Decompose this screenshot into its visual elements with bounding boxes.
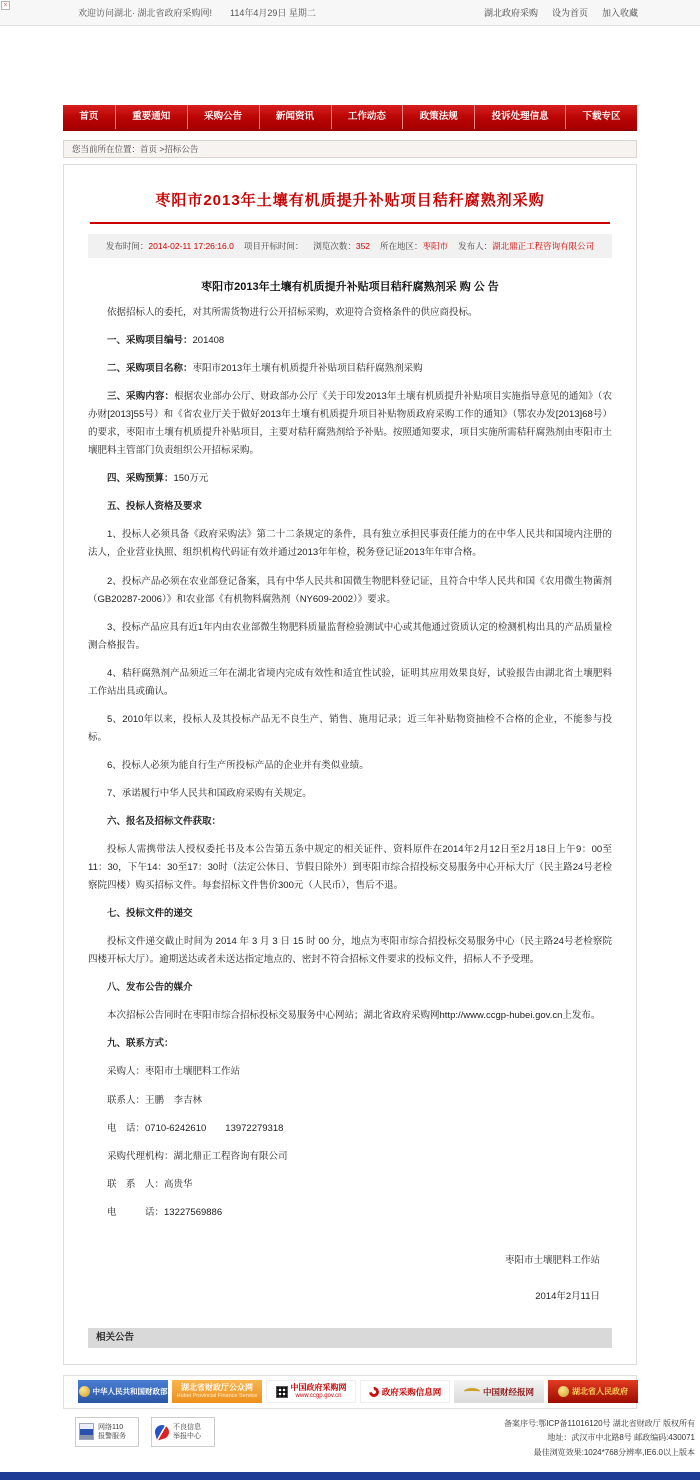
meta-label: 项目开标时间： (243, 241, 304, 251)
banner-hbgov-label: 湖北省人民政府 (572, 1387, 628, 1397)
meta-label: 发布时间： (105, 241, 149, 251)
meta-value: 2014-02-11 17:26:16.0 (148, 241, 234, 251)
topbar-link[interactable]: 加入收藏 (601, 8, 638, 18)
nav-item[interactable]: 重要通知 (115, 105, 187, 129)
meta-label: 发布人： (458, 241, 493, 251)
paragraph-text: 电 话：0710-6242610 13972279318 (107, 1122, 284, 1134)
footer-banner-strip (63, 1375, 637, 1409)
meta-label: 浏览次数： (313, 241, 356, 251)
paragraph (88, 785, 612, 803)
banner-hbfin-label: 湖北省财政厅公众网 (181, 1383, 253, 1393)
footer-badges (75, 1417, 215, 1460)
report-center-icon (153, 1423, 170, 1440)
banner-cginfo-label: 政府采购信息网 (381, 1386, 442, 1397)
banner-ccgp-label: 中国政府采购网 (290, 1383, 347, 1393)
paragraph (88, 905, 612, 923)
paragraph-label: 二、采购项目名称： (107, 363, 193, 375)
paragraph-text: 5、2010年以来，投标人及其投标产品无不良生产、销售、施用记录；近三年补贴物资抽检不合格的企业，不能参与投标。 (88, 713, 612, 743)
paragraph (88, 1092, 612, 1110)
swirl-logo-icon (367, 1385, 381, 1399)
banner-ccgp[interactable] (266, 1380, 356, 1403)
nav-item[interactable]: 采购公告 (187, 105, 259, 129)
paragraph-text: 本次招标公告同时在枣阳市综合招标投标交易服务中心网站；湖北省政府采购网http://www.ccgp-hubei.gov.cn上发布。 (107, 1010, 601, 1022)
meta-value: 枣阳市 (422, 241, 449, 251)
icp-line: 备案序号:鄂ICP备11016120号 湖北省财政厅 版权所有 (503, 1418, 695, 1428)
page-footer (0, 1409, 700, 1460)
paragraph-label: 五、投标人资格及要求 (107, 501, 203, 513)
paragraph (88, 813, 612, 831)
badge-110-line2: 报警服务 (98, 1432, 126, 1440)
breadcrumb-current-link[interactable]: 招标公告 (164, 144, 199, 154)
main-nav (63, 105, 637, 131)
national-emblem-icon (558, 1386, 569, 1397)
paragraph (88, 332, 612, 350)
paragraph-label: 六、报名及招标文件获取： (107, 815, 222, 827)
paragraph (88, 979, 612, 997)
paragraph-label: 八、发布公告的媒介 (107, 982, 193, 994)
signature-org: 枣阳市土壤肥料工作站 (504, 1254, 600, 1266)
gold-arc-icon (464, 1388, 480, 1395)
paragraph-text: 6、投标人必须为能自行生产所投标产品的企业并有类似业绩。 (107, 759, 369, 771)
browser-line: 最佳浏览效果:1024*768分辨率,IE6.0以上版本 (533, 1447, 695, 1457)
meta-bar (88, 234, 612, 258)
paragraph (88, 1007, 612, 1025)
paragraph (88, 360, 612, 378)
banner-hubei-gov[interactable] (548, 1380, 638, 1403)
paragraph-text: 201408 (192, 335, 225, 347)
paragraph (88, 1035, 612, 1053)
nav-item[interactable]: 投诉处理信息 (474, 105, 565, 129)
paragraph-text: 枣阳市2013年土壤有机质提升补贴项目秸秆腐熟剂采购 (192, 363, 423, 375)
article-body (88, 332, 612, 1222)
badge-cyber-police[interactable] (75, 1417, 139, 1447)
related-announcements-bar: 相关公告 (88, 1328, 612, 1348)
meta-item (380, 241, 448, 251)
signature-date: 2014年2月11日 (535, 1290, 600, 1302)
paragraph-text: 联系人：王鹏 李吉林 (107, 1094, 203, 1106)
meta-item (106, 241, 234, 251)
paragraph (88, 526, 612, 562)
copyright-block (504, 1417, 695, 1460)
topbar-left (78, 6, 316, 19)
breadcrumb-home-link[interactable]: 首页 (140, 144, 158, 154)
paragraph-text: 采购人：枣阳市土壤肥料工作站 (107, 1066, 241, 1078)
paragraph (88, 1148, 612, 1166)
paragraph-text: 3、投标产品应具有近1年内由农业部微生物肥料质量监督检验测试中心或其他通过资质认定的检测机构出具的产品质量检测合格报告。 (88, 621, 612, 651)
broken-image-icon (1, 1, 10, 10)
paragraph-text: 7、承诺履行中华人民共和国政府采购有关规定。 (107, 787, 312, 799)
paragraph-label: 三、采购内容： (107, 391, 175, 403)
banner-hubei-finance[interactable] (172, 1380, 262, 1403)
banner-china-finance-news[interactable] (454, 1380, 544, 1403)
meta-item (458, 241, 594, 251)
banner-caigou-info[interactable] (360, 1380, 450, 1403)
badge-report-line2: 举报中心 (173, 1432, 201, 1440)
nav-item[interactable]: 政策法规 (402, 105, 474, 129)
banner-mof-label: 中华人民共和国财政部 (92, 1386, 168, 1396)
paragraph (88, 665, 612, 701)
bottom-bar (0, 1472, 700, 1480)
badge-report-center[interactable] (151, 1417, 215, 1447)
meta-label: 所在地区： (380, 241, 423, 251)
paragraph (88, 1176, 612, 1194)
title-divider (90, 222, 610, 224)
notice-heading: 枣阳市2013年土壤有机质提升补贴项目秸秆腐熟剂采 购 公 告 (201, 281, 499, 293)
paragraph-label: 七、投标文件的递交 (107, 908, 193, 920)
paragraph (88, 711, 612, 747)
paragraph-label: 一、采购项目编号： (107, 335, 193, 347)
paragraph-text: 根据农业部办公厅、财政部办公厅《关于印发2013年土壤有机质提升补贴项目实施指导意见的通知》（农办财[2013]55号）和《省农业厅关于做好2013年土壤有机质提升项目补贴物质政府采购工作的通知》（鄂农办发[2013]68号）的要求，枣阳市土壤有机质提升补贴项目，主要对秸秆腐熟剂给予补贴。按照通知要求，项目实施所需秸秆腐熟剂由枣阳市土壤肥料主管部门负责组织公开招标采购。 (88, 391, 612, 457)
paragraph-text: 联 系 人：高贵华 (107, 1178, 193, 1190)
paragraph (88, 1204, 612, 1222)
paragraph (88, 1120, 612, 1138)
paragraph-text: 投标人需携带法人授权委托书及本公告第五条中规定的相关证件、资料原件在2014年2月12日至2月18日上午9：00至11：30，下午14：30至17：30时（法定公休日、节假日除外）到枣阳市综合招投标交易服务中心开标大厅（民主路24号老检察院四楼）购买招标文件。每套招标文件售价300元（人民币），售后不退。 (88, 844, 612, 892)
paragraph (88, 1063, 612, 1081)
breadcrumb-label: 您当前所在位置： (72, 144, 141, 154)
meta-value: 湖北鼎正工程咨询有限公司 (492, 241, 595, 251)
paragraph (88, 388, 612, 460)
intro-paragraph: 依据招标人的委托，对其所需货物进行公开招标采购，欢迎符合资格条件的供应商投标。 (107, 307, 478, 318)
paragraph-text: 4、秸秆腐熟剂产品须近三年在湖北省境内完成有效性和适宜性试验，证明其应用效果良好，试验报告由湖北省土壤肥料工作站出具或确认。 (88, 667, 612, 697)
site-banner-placeholder (0, 26, 700, 105)
meta-item (244, 241, 304, 251)
paragraph (88, 498, 612, 516)
nav-item[interactable]: 工作动态 (331, 105, 403, 129)
meta-item (313, 241, 370, 251)
breadcrumb (63, 140, 637, 158)
topbar (0, 0, 700, 26)
paragraph (88, 573, 612, 609)
police-110-icon (79, 1423, 94, 1440)
banner-mof[interactable] (78, 1380, 168, 1403)
topbar-link[interactable]: 设为首页 (551, 8, 588, 18)
signature-block (88, 1252, 600, 1302)
paragraph-text: 1、投标人必须具备《政府采购法》第二十二条规定的条件，具有独立承担民事责任能力的在中华人民共和国境内注册的法人，企业营业执照、组织机构代码证有效并通过2013年年检，税务登记证2013年年审合格。 (88, 529, 612, 559)
paragraph (88, 841, 612, 895)
paragraph-label: 四、采购预算： (107, 473, 174, 485)
page-title: 枣阳市2013年土壤有机质提升补贴项目秸秆腐熟剂采购 (155, 192, 545, 209)
breadcrumb-separator: > (159, 144, 165, 154)
topbar-links (484, 6, 638, 19)
badge-110-line1: 网络110 (98, 1423, 124, 1431)
banner-ccgp-url: www.ccgp.gov.cn (295, 1392, 342, 1399)
date-text: 114年4月29日 星期二 (230, 8, 316, 18)
welcome-text: 欢迎访问湖北· 湖北省政府采购网! (78, 8, 212, 18)
paragraph (88, 470, 612, 488)
meta-value: 352 (355, 241, 371, 251)
nav-item[interactable]: 首页 (79, 111, 99, 122)
qr-code-icon (276, 1386, 288, 1398)
paragraph-text: 采购代理机构：湖北鼎正工程咨询有限公司 (107, 1150, 288, 1162)
badge-report-line1: 不良信息 (173, 1423, 201, 1431)
paragraph (88, 619, 612, 655)
nav-item[interactable]: 新闻资讯 (259, 105, 331, 129)
nav-item[interactable]: 下载专区 (565, 105, 637, 129)
paragraph-text: 电 话：13227569886 (107, 1206, 223, 1218)
paragraph-text: 投标文件递交截止时间为 2014 年 3 月 3 日 15 时 00 分，地点为枣阳市综合招投标交易服务中心（民主路24号老检察院四楼开标大厅）。逾期送达或者未送达指定地点的、密封不符合招标文件要求的投标文件，招标人不予受理。 (88, 936, 612, 966)
content-box (63, 164, 637, 1365)
topbar-link[interactable]: 湖北政府采购 (483, 8, 538, 18)
paragraph-text: 150万元 (173, 473, 209, 485)
paragraph-label: 九、联系方式： (107, 1038, 174, 1050)
national-emblem-icon (79, 1386, 90, 1397)
paragraph (88, 933, 612, 969)
paragraph-text: 2、投标产品必须在农业部登记备案，具有中华人民共和国微生物肥料登记证，且符合中华人民共和国《农用微生物菌剂（GB20287-2006）》和农业部《有机物料腐熟剂（NY609-2002）》要求。 (88, 575, 612, 605)
address-line: 地址：武汉市中北路8号 邮政编码:430071 (547, 1433, 695, 1443)
banner-cfen-label: 中国财经报网 (482, 1386, 534, 1397)
banner-hbfin-sub: Hubei Provincial Finance Service (176, 1393, 258, 1400)
paragraph (88, 757, 612, 775)
